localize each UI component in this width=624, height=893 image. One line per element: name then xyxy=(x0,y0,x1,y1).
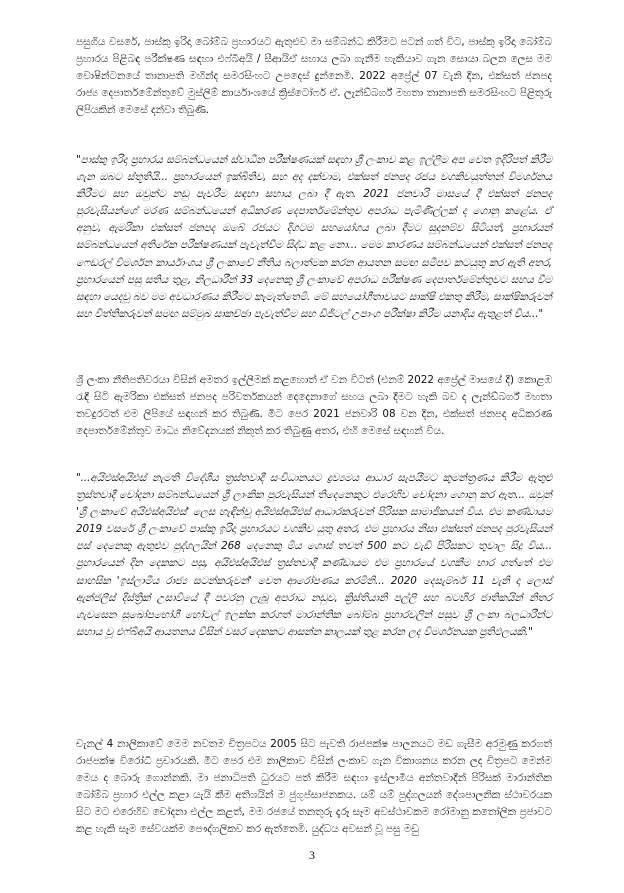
paragraph-channel4: චැනල් 4 නාලිකාවේ මෙම නවතම චිත්‍රපටය 2005 සිට පැවති රාජපක්ෂ පාලනයට මඩ ගැසීම අරමුණු කරගත් රාජපක්ෂ විරෝධී ප්‍රචාරයකි. මීට පෙර එම නාලිකාව විසින් ලංකාව ගැන විකාශනය කරන ලද චිත්‍රපට මෙන්ම මෙය ද බොරු ගොන්නකි. මා ජනාධිපති ධුරයට පත් කිරීම සඳහා ඉස්ලාමීය අන්තවාදීන් පිරිසක් මාරාන්තික බෝම්බ ප්‍රහාර එල්ල කළා යැයි කීම අතිශයින් ම ජුගුප්සාජනකය. යම් යම් පුද්ගලයන් දේශපාලනික ස්ථාවරයක සිට මට එරෙහිව චෝදනා එල්ල කළත්, මම රජයේ තනතුරු දැරූ සෑම අවස්ථාවකම රෝමානු කතෝලික ප්‍රජාවට කළ හැකි සෑම සේවයක්ම පෞද්ගලිකව කර ඇත්තෙමි. යුද්ධය අවසන් වූ පසු මඩු xyxy=(76,738,552,836)
paragraph-attorney-general: ශ්‍රී ලංකා නීතිපතිවරයා විසින් අමතර ඉල්ලීමක් කළහොත් ඒ වන විටත් (එනම් 2022 අප්‍රේල් මාසයේ දී) කොළඹ රැඳී සිටි ඇමරිකා එක්සත් ජනපද පරිවර්තකයන් දෙදෙනාගේ සහය ලබා දීමට හැකි බව ද ලැන්ඩ්බර්ග් මහතා තවදුරටත් එම ලිපියේ සඳහන් කර තිබුණි. මීට පෙර 2021 ජනවාරි 08 වන දින, එක්සත් ජනපද අධිකරණ දෙපාර්තමේන්තුව මාධ්‍ය නිවේදනයක් නිකුත් කර තිබුණු අතර, එහි මෙසේ සඳහන් විය. xyxy=(76,374,552,438)
page-number: 3 xyxy=(309,848,315,862)
quote-landberg-letter: "පාස්කු ඉරිදා ප්‍රහාරය සම්බන්ධයෙන් ස්වාධීන පරීක්ෂණයක් සඳහා ශ්‍රී ලංකාව කළ ඉල්ලීම අප වෙත ඉදිරිපත් කිරීම ගැන ඔබට ස්තූතියි... ප්‍රහාරයෙන් ඉක්බිතිව, සහ අද දක්වාම, එක්සත් ජනපද රජය වගකිවයුත්තන් විමර්ශනය කිරීමට සහ ඔවුන්ට නඩු පැවරීම සඳහා සහාය ලබා දී ඇත. 2021 ජනවාරි මාසයේ දී එක්සත් ජනපද පුරවැසියන්ගේ මරණ සම්බන්ධයෙන් අධිකරණ දෙපාර්තමේන්තුව අපරාධ පැමිණිල්ලක් ද ගොනු කළේය. ඒ අනුව, ඇමරිකා එක්සත් ජනපද ඔබේ රජයට දිගටම සහයෝගය ලබා දීමට සූදානම්ව සිටියත්, ප්‍රහාරයන් සම්බන්ධයෙන් අතිරේක පරීක්ෂණයක් පැවැත්වීම සිද්ධ කළ නො... මෙම කාරණය සම්බන්ධයෙන් එක්සත් ජනපද ෆෙඩරල් විමර්ශන කාර්යාංශය ශ්‍රී ලංකාවේ නීතිය බලාත්මක කරන ආයතන සමඟ සමීපව කටයුතු කර ඇති අතර, ප්‍රහාරයෙන් පසු සතිය තුළ, නිලධාරීන් 33 දෙනෙකු ශ්‍රී ලංකාවේ අපරාධ පරීක්ෂණ දෙපාර්තමේන්තුවට සහය වීම සඳහා යෙදවූ බව මම අවධාරණය කිරීමට කැමැත්තෙමි. මේ සහයෝගීතාවයට සාක්ෂි එකතු කිරීම, සාක්ෂිකරුවන් සහ විත්තිකරුවන් සමඟ සම්මුඛ සාකච්ඡා පැවැත්වීම සහ ඩිජිටල් උපාංග පරීක්ෂා කිරීම යනාදිය ඇතුළත් විය..." xyxy=(76,154,552,320)
paragraph-intro: පසුගිය වසරේ, පාස්කු ඉරිදා බෝම්බ ප්‍රහාරයට ඇතුළුව මා සම්බන්ධ කිරීමට පටන් ගත් විට, පාස්කු ඉරිදා බෝම්බ ප්‍රහාරය පිළිබඳ පරීක්ෂණ සඳහා එෆ්බීඅයි / සීආයිඒ සහාය ලබා ගැනීම හැකියාව ගැන සොයා බලන ලෙස මම වොෂින්ටනයේ තානාපති මහින්ද සමරසිංහට උපදෙස් දුන්නෙමි. 2022 අප්‍රේල් 07 වැනි දින, එක්සත් ජනපද රාජ්‍ය දෙපාර්තමේන්තුවේ මුස්ලිම් කාර්යාංශයේ ක්‍රිස්ටෝෆර් ඒ. ලැන්ඩ්බර්ග් මහතා තානාපති සමරසිංහට පිළිතුරු ලිපියකින් මෙසේ දන්වා තිබුණි. xyxy=(76,36,552,117)
quote-doj-press-release: "...අයිඑස්අයිඑස් නැමති විදේශීය ත්‍රස්තවාදී සංවිධානයට ද්‍රව්‍යමය ආධාර සැපයීමට කුමන්ත්‍රණය කිරීම ඇතුළු ත්‍රස්තවාදී චෝදනා සම්බන්ධයෙන් ශ්‍රී ලාංකික පුරවැසියන් තිදෙනෙකුට එරෙහිව චෝදනා ගොනු කර ඇත... ඔවුන් 'ශ්‍රී ලංකාවේ අයිඑස්අයිඑස්' ලෙස හැඳින්වූ අයිඑස්අයිඑස් ආධාරකරුවන් පිරිසක සාමාජිකයන් විය. එම කණ්ඩායම 2019 වසරේ ශ්‍රී ලංකාවේ පාස්කු ඉරිදා ප්‍රහාරයට වගකිව යුතු අතර, එම ප්‍රහාරය නිසා එක්සත් ජනපද පුරවැසියන් පස් දෙනෙකු ඇතුළුව පුද්ගලයින් 268 දෙනෙකු මිය ගොස් තවත් 500 කට වැඩි පිරිසකට තුවාල සිදු විය... ප්‍රහාරයෙන් දින දෙකකට පසු, අයිඑස්අයිඑස් ත්‍රස්තවාදී කණ්ඩායම එම ප්‍රහාරයේ වගකීම භාර ගත්තේ එම සාහසික 'ඉස්ලාමීය රාජ්‍ය සටන්කරුවන්' වෙත ආරෝපණය කරමිනි... 2020 දෙසැම්බර් 11 වැනි දා ලොස් ඇන්ජලීස් දිස්ත්‍රික් උසාවියේ දී පවරනු ලැබූ අපරාධ නඩුව, ක්‍රිස්තියානි පල්ලි සහ බටහිර ජාතිකයින් නිතර ගැවසෙන සුඛෝපභෝගී හෝටල් ඉලක්ක කරගත් මාරාන්තික බෝම්බ ප්‍රහාරවලින් පසුව ශ්‍රී ලංකා බලධාරීන්ට සහාය වූ එෆ්බීඅයි ආයතනය විසින් වසර දෙකකට ආසන්න කාලයක් තුළ කරන ලද විමර්ශනයක ප්‍රතිඵලයකි." xyxy=(76,472,553,638)
